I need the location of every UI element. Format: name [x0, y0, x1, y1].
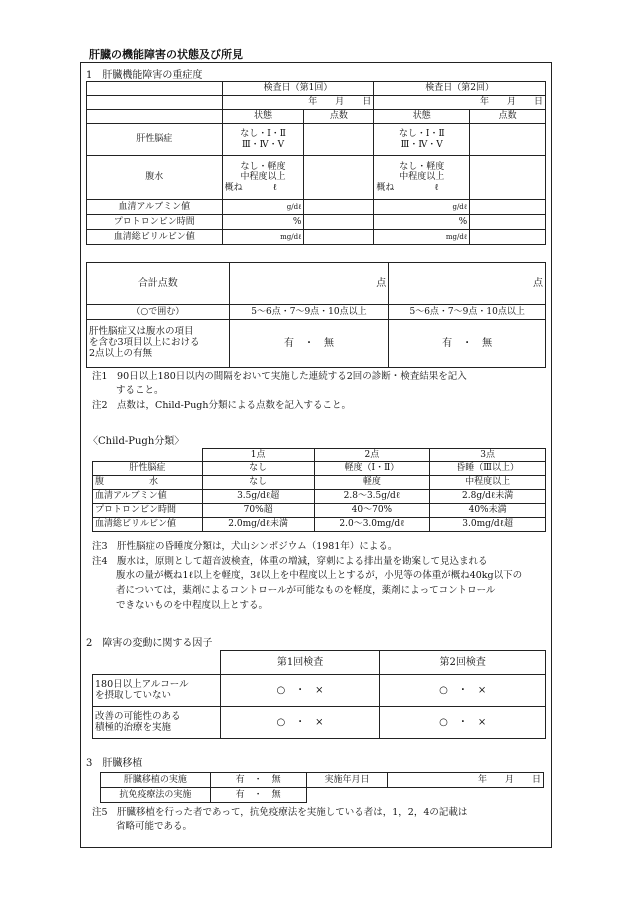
alcohol-line: を摂取していない: [95, 689, 172, 701]
alcohol-label: [93, 675, 221, 707]
cp-cell: なし: [202, 462, 314, 476]
row-label-albumin: 血清アルブミン値: [87, 200, 223, 215]
cp-cell: 2.8g/dℓ未満: [430, 490, 546, 504]
transplant-yesno[interactable]: 有 ・ 無: [210, 773, 306, 788]
immuno-label: 抗免疫療法の実施: [101, 788, 211, 803]
cp-cell: 中程度以上: [430, 476, 546, 490]
treatment-mark-1[interactable]: ○ ・ ×: [220, 707, 380, 739]
notes-3-4: [92, 540, 522, 614]
cp-row-label: 血清アルブミン値: [93, 490, 203, 504]
factor-table: [92, 650, 546, 739]
cp-cell: 70%超: [202, 504, 314, 518]
date-label: 実施年月日: [306, 773, 388, 788]
note4-line: 注4 腹水は，原則として超音波検査，体重の増減，穿刺による排出量を勘案して見込まれる: [92, 555, 488, 567]
cp-row-label: 腹 水: [93, 476, 203, 490]
prothrombin-value-2[interactable]: %: [374, 215, 470, 230]
transplant-table: [100, 772, 544, 803]
note1-line: すること。: [116, 385, 164, 397]
page-title: 肝臓の機能障害の状態及び所見: [89, 48, 243, 61]
treatment-line: 改善の可能性のある: [95, 710, 181, 722]
cp-cell: 3.5g/dℓ超: [202, 490, 314, 504]
two-points-yesno-1[interactable]: 有 ・ 無: [229, 320, 389, 368]
first-exam-header: 第1回検査: [220, 651, 380, 675]
cp-cell: 軽度（Ⅰ・Ⅱ）: [314, 462, 430, 476]
ascites-options-2[interactable]: [374, 156, 470, 200]
asc-unit: ℓ: [272, 182, 277, 193]
enceph-opt-b: Ⅲ・Ⅳ・Ⅴ: [241, 139, 285, 150]
alcohol-mark-1[interactable]: ○ ・ ×: [220, 675, 380, 707]
range-options-2[interactable]: 5～6点・7～9点・10点以上: [389, 305, 546, 320]
row-label-enceph: 肝性脳症: [87, 124, 223, 156]
prothrombin-score-1[interactable]: [304, 215, 374, 230]
cp-cell: 軽度: [314, 476, 430, 490]
two-points-label: [87, 320, 230, 368]
bilirubin-value-1[interactable]: mg/dℓ: [222, 230, 304, 245]
section2-heading: 2 障害の変動に関する因子: [86, 638, 213, 649]
cp-cell: 3.0mg/dℓ超: [430, 518, 546, 532]
enceph-options-2[interactable]: [374, 124, 470, 156]
note1-line: 注1 90日以上180日以内の間隔をおいて実施した連続する2回の診断・検査結果を記入: [92, 371, 467, 382]
albumin-value-1[interactable]: g/dℓ: [222, 200, 304, 215]
transplant-label: 肝臓移植の実施: [101, 773, 211, 788]
asc-unit: ℓ: [434, 182, 439, 193]
totals-table: [86, 262, 546, 368]
section3-heading: 3 肝臓移植: [86, 758, 143, 769]
row-label-bilirubin: 血清総ビリルビン値: [87, 230, 223, 245]
note4-line: 者については，薬剤によるコントロールが可能なものを軽度，薬剤によってコントロール: [116, 585, 496, 597]
enceph-opt-b: Ⅲ・Ⅳ・Ⅴ: [400, 139, 443, 150]
two-points-yesno-2[interactable]: 有 ・ 無: [389, 320, 546, 368]
cp-col-1: 1点: [202, 449, 314, 462]
note1: [92, 370, 467, 413]
prothrombin-value-1[interactable]: %: [222, 215, 304, 230]
treatment-mark-2[interactable]: ○ ・ ×: [380, 707, 546, 739]
row-label-prothrombin: プロトロンビン時間: [87, 215, 223, 230]
bilirubin-score-2[interactable]: [470, 230, 546, 245]
prothrombin-score-2[interactable]: [470, 215, 546, 230]
asc-opt-b: 中程度以上: [240, 172, 286, 183]
bilirubin-score-1[interactable]: [304, 230, 374, 245]
note5-line: 省略可能である。: [116, 821, 193, 833]
cp-cell: 40～70%: [314, 504, 430, 518]
exam2-date[interactable]: 年 月 日: [374, 96, 546, 110]
total-score-1[interactable]: 点: [229, 263, 389, 305]
cp-cell: なし: [202, 476, 314, 490]
alcohol-line: 180日以上アルコール: [95, 678, 189, 690]
enceph-score-1[interactable]: [304, 124, 374, 156]
section1-heading: 1 肝臓機能障害の重症度: [86, 70, 203, 81]
asc-opt-a: なし・軽度: [240, 161, 286, 172]
note5: [92, 806, 467, 835]
immuno-yesno[interactable]: 有 ・ 無: [210, 788, 306, 803]
treatment-line: 積極的治療を実施: [95, 721, 172, 733]
score-header: 点数: [470, 110, 546, 124]
ascites-score-2[interactable]: [470, 156, 546, 200]
cp-row-label: プロトロンビン時間: [93, 504, 203, 518]
enceph-opt-a: なし・Ⅰ・Ⅱ: [240, 129, 286, 140]
alcohol-mark-2[interactable]: ○ ・ ×: [380, 675, 546, 707]
cp-row-label: 肝性脳症: [93, 462, 203, 476]
total-score-2[interactable]: 点: [389, 263, 546, 305]
albumin-score-2[interactable]: [470, 200, 546, 215]
exam1-header: 検査日（第1回）: [222, 82, 374, 96]
cp-cell: 2.8～3.5g/dℓ: [314, 490, 430, 504]
enceph-options-1[interactable]: [222, 124, 304, 156]
circle-instruction: （○で囲む）: [87, 305, 230, 320]
note4-line: 腹水の量が概ね1ℓ以上を軽度，3ℓ以上を中程度以上とするが，小児等の体重が概ね40kg以下の: [116, 570, 523, 582]
cp-cell: 2.0～3.0mg/dℓ: [314, 518, 430, 532]
state-header: 状態: [374, 110, 470, 124]
child-pugh-heading: 〈Child-Pugh分類〉: [88, 436, 185, 447]
two-points-line: 2点以上の有無: [89, 347, 153, 359]
second-exam-header: 第2回検査: [380, 651, 546, 675]
transplant-date[interactable]: 年 月 日: [388, 773, 544, 788]
total-label: 合計点数: [87, 263, 230, 305]
treatment-label: [93, 707, 221, 739]
note4-line: できないものを中程度以上とする。: [116, 599, 269, 611]
two-points-line: 肝性脳症又は腹水の項目: [89, 326, 194, 338]
severity-table: [86, 81, 546, 245]
state-header: 状態: [222, 110, 304, 124]
note3: 注3 肝性脳症の昏睡度分類は，犬山シンポジウム（1981年）による。: [92, 541, 398, 552]
bilirubin-value-2[interactable]: mg/dℓ: [374, 230, 470, 245]
two-points-line: を含む3項目以上における: [89, 337, 200, 349]
exam1-date[interactable]: 年 月 日: [222, 96, 374, 110]
range-options-1[interactable]: 5～6点・7～9点・10点以上: [229, 305, 389, 320]
score-header: 点数: [304, 110, 374, 124]
enceph-score-2[interactable]: [470, 124, 546, 156]
row-label-ascites: 腹水: [87, 156, 223, 200]
albumin-score-1[interactable]: [304, 200, 374, 215]
enceph-opt-a: なし・Ⅰ・Ⅱ: [398, 129, 445, 140]
asc-opt-c: 概ね: [224, 182, 243, 193]
note5-line: 注5 肝臓移植を行った者であって，抗免疫療法を実施している者は，1，2，4の記載は: [92, 807, 468, 818]
cp-col-3: 3点: [430, 449, 546, 462]
cp-cell: 40%未満: [430, 504, 546, 518]
cp-col-2: 2点: [314, 449, 430, 462]
ascites-options-1[interactable]: [222, 156, 304, 200]
asc-opt-c: 概ね: [376, 182, 395, 193]
cp-cell: 2.0mg/dℓ未満: [202, 518, 314, 532]
asc-opt-a: なし・軽度: [399, 161, 445, 172]
exam2-header: 検査日（第2回）: [374, 82, 546, 96]
asc-opt-b: 中程度以上: [399, 172, 445, 183]
cp-cell: 昏睡（Ⅲ以上）: [430, 462, 546, 476]
note2: 注2 点数は，Child-Pugh分類による点数を記入すること。: [92, 399, 352, 411]
ascites-score-1[interactable]: [304, 156, 374, 200]
cp-row-label: 血清総ビリルビン値: [93, 518, 203, 532]
child-pugh-table: [92, 448, 546, 532]
albumin-value-2[interactable]: g/dℓ: [374, 200, 470, 215]
